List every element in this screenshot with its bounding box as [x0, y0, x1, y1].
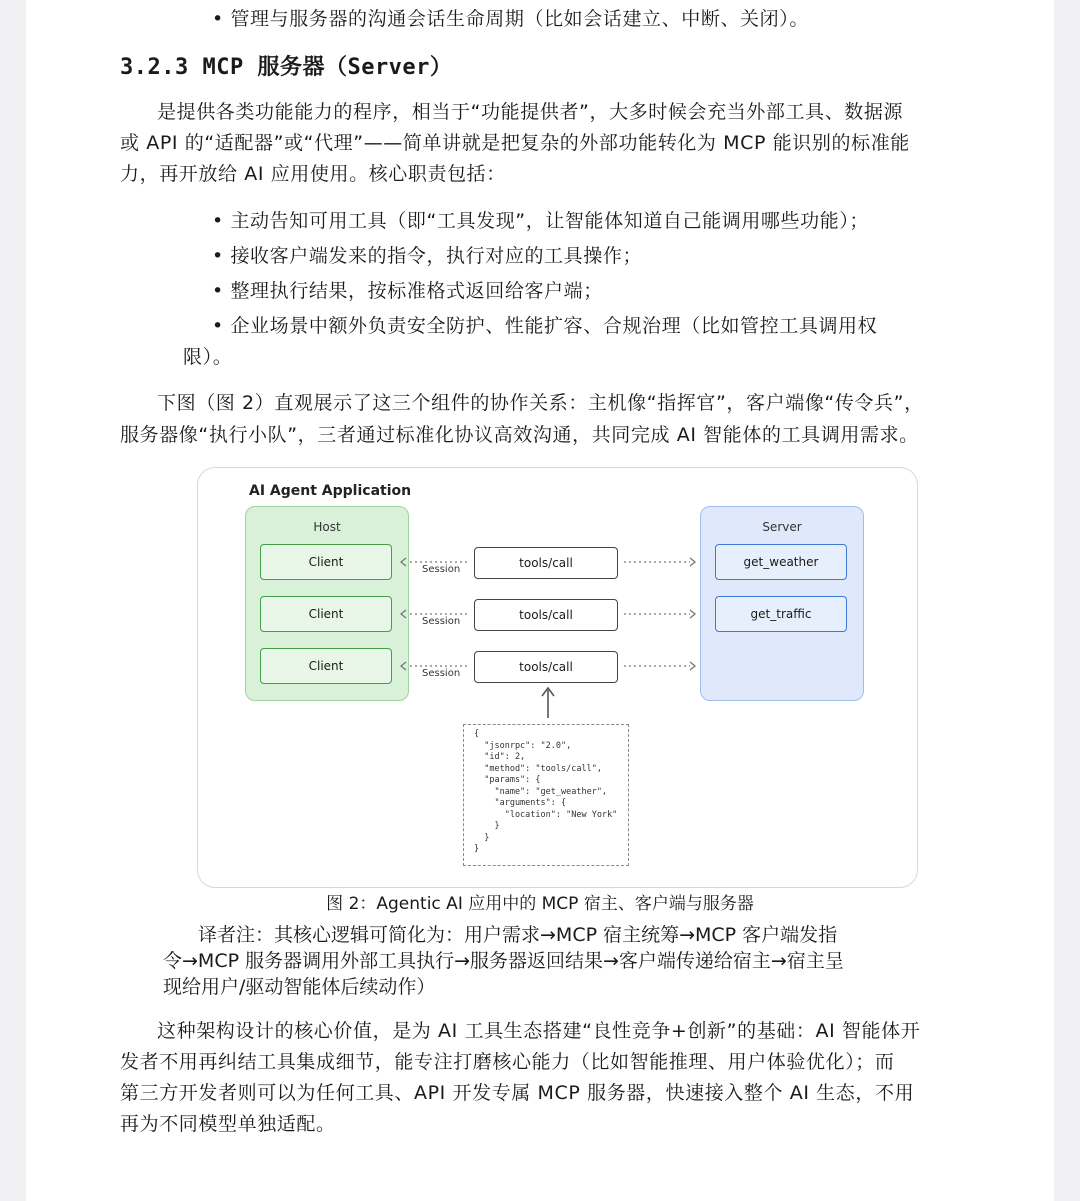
- bullet-item: • 企业场景中额外负责安全防护、性能扩容、合规治理（比如管控工具调用权: [212, 315, 878, 337]
- tools-call-box: tools/call: [474, 547, 618, 579]
- session-label: Session: [422, 564, 461, 575]
- json-line: "name": "get_weather",: [474, 786, 608, 797]
- paragraph-line: 再为不同模型单独适配。: [120, 1113, 336, 1135]
- bullet-item-continued: 限）。: [183, 346, 233, 368]
- figure-caption: 图 2：Agentic AI 应用中的 MCP 宿主、客户端与服务器: [326, 894, 754, 914]
- client-box: Client: [260, 596, 392, 632]
- bullet-item: • 接收客户端发来的指令，执行对应的工具操作；: [212, 245, 643, 267]
- host-label: Host: [313, 520, 341, 534]
- client-box: Client: [260, 544, 392, 580]
- paragraph-line: 下图（图 2）直观展示了这三个组件的协作关系：主机像“指挥官”，客户端像“传令兵”，: [157, 392, 924, 414]
- tools-call-box: tools/call: [474, 651, 618, 683]
- paragraph-line: 力，再开放给 AI 应用使用。核心职责包括：: [120, 163, 506, 185]
- section-heading: 3.2.3 MCP 服务器（Server）: [120, 55, 453, 80]
- paragraph-line: 第三方开发者则可以为任何工具、API 开发专属 MCP 服务器，快速接入整个 AI 生态，不用: [120, 1082, 915, 1104]
- paragraph-line: 发者不用再纠结工具集成细节，能专注打磨核心能力（比如智能推理、用户体验优化）；而: [120, 1051, 895, 1073]
- paragraph-line: 这种架构设计的核心价值，是为 AI 工具生态搭建“良性竞争+创新”的基础：AI 智能体开: [157, 1020, 921, 1042]
- session-label: Session: [422, 616, 461, 627]
- bullet-item: • 主动告知可用工具（即“工具发现”，让智能体知道自己能调用哪些功能）；: [212, 210, 870, 232]
- json-line: }: [474, 821, 500, 831]
- json-line: "jsonrpc": "2.0",: [474, 740, 572, 751]
- json-rpc-request: [463, 724, 629, 866]
- paragraph-line: 服务器像“执行小队”，三者通过标准化协议高效沟通，共同完成 AI 智能体的工具调用需求。: [120, 424, 919, 446]
- bullet-session-lifecycle: • 管理与服务器的沟通会话生命周期（比如会话建立、中断、关闭）。: [212, 8, 809, 30]
- json-line: }: [474, 832, 490, 843]
- tools-call-box: tools/call: [474, 599, 618, 631]
- json-line: {: [474, 729, 480, 739]
- translator-note: 令→MCP 服务器调用外部工具执行→服务器返回结果→客户端传递给宿主→宿主呈: [163, 950, 844, 972]
- server-label: Server: [762, 520, 802, 534]
- json-line: "location": "New York": [474, 809, 618, 820]
- paragraph-line: 是提供各类功能能力的程序，相当于“功能提供者”，大多时候会充当外部工具、数据源: [157, 101, 904, 123]
- paragraph-line: 或 API 的“适配器”或“代理”——简单讲就是把复杂的外部功能转化为 MCP 能识别的标准能: [120, 132, 910, 154]
- figure-title: AI Agent Application: [249, 483, 412, 499]
- bullet-item: • 整理执行结果，按标准格式返回给客户端；: [212, 280, 603, 302]
- tool-get-traffic: get_traffic: [715, 596, 847, 632]
- mcp-architecture-figure: [197, 467, 918, 888]
- translator-note: 译者注：其核心逻辑可简化为：用户需求→MCP 宿主统筹→MCP 客户端发指: [198, 924, 838, 946]
- json-line: "method": "tools/call",: [474, 763, 602, 774]
- client-box: Client: [260, 648, 392, 684]
- session-label: Session: [422, 668, 461, 679]
- translator-note: 现给用户/驱动智能体后续动作）: [163, 976, 436, 998]
- json-line: "arguments": {: [474, 798, 567, 808]
- json-line: "id": 2,: [474, 752, 526, 762]
- tool-get-weather: get_weather: [715, 544, 847, 580]
- json-line: }: [474, 844, 480, 854]
- json-line: "params": {: [474, 775, 541, 785]
